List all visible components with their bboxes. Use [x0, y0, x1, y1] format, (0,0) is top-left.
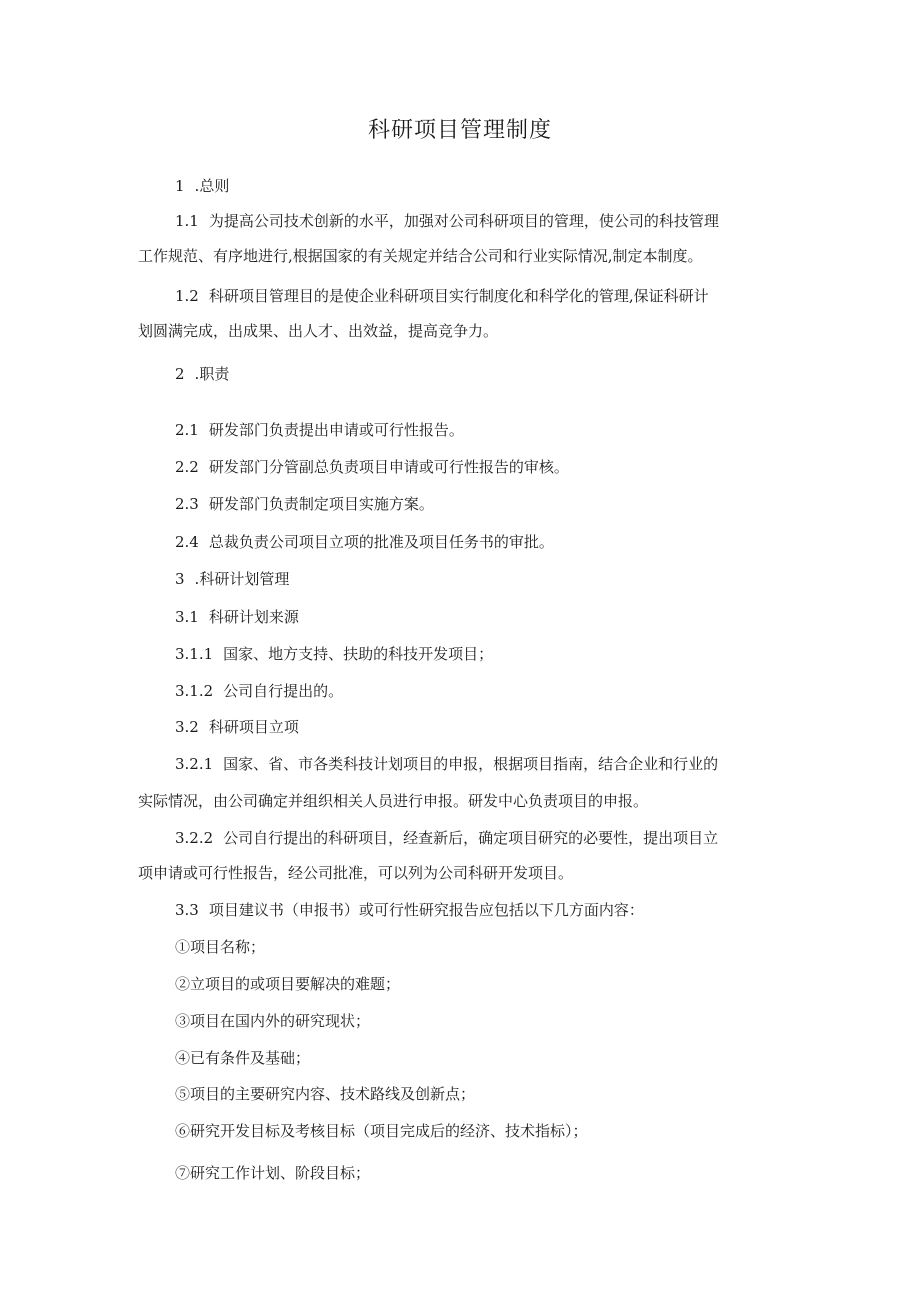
clause-2-2 [175, 457, 569, 477]
clause-text: 科研项目立项 [208, 718, 299, 736]
list-item: ④已有条件及基础； [175, 1049, 311, 1067]
clause-text: 项目建议书（申报书）或可行性研究报告应包括以下几方面内容： [208, 901, 644, 919]
section-number: 2 [175, 365, 185, 383]
section-title: .总则 [194, 177, 230, 195]
clause-text: 公司自行提出的。 [223, 682, 344, 700]
clause-3-2-2-line-2: 项申请或可行性报告，经公司批准，可以列为公司科研开发项目。 [138, 864, 574, 882]
clause-1-1-line-2: 工作规范、有序地进行,根据国家的有关规定并结合公司和行业实际情况,制定本制度。 [138, 247, 703, 265]
section-2-heading [175, 364, 229, 384]
section-1-heading [175, 176, 229, 196]
clause-3-1 [175, 607, 299, 627]
clause-1-2-line-1 [175, 286, 709, 306]
list-item: ⑥研究开发目标及考核目标（项目完成后的经济、技术指标）； [175, 1122, 588, 1140]
clause-number: 3.1.2 [175, 682, 214, 700]
clause-text: 国家、省、市各类科技计划项目的申报，根据项目指南，结合企业和行业的 [223, 755, 719, 773]
clause-3-2 [175, 717, 299, 737]
section-number: 3 [175, 570, 185, 588]
clause-text: 研发部门负责制定项目实施方案。 [208, 495, 434, 513]
list-item: ②立项目的或项目要解决的难题； [175, 975, 401, 993]
list-item: ⑦研究工作计划、阶段目标； [175, 1164, 371, 1182]
clause-3-3 [175, 900, 644, 920]
clause-2-1 [175, 420, 464, 440]
clause-number: 2.4 [175, 533, 199, 551]
section-title: .职责 [194, 365, 230, 383]
clause-text: 国家、地方支持、扶助的科技开发项目； [223, 645, 494, 663]
section-3-heading [175, 569, 289, 589]
clause-2-4 [175, 532, 554, 552]
clause-text: 为提高公司技术创新的水平，加强对公司科研项目的管理，使公司的科技管理 [208, 212, 719, 230]
clause-1-1-line-1 [175, 211, 719, 231]
clause-number: 3.1 [175, 608, 199, 626]
list-item: ①项目名称； [175, 938, 266, 956]
clause-3-2-2-line-1 [175, 828, 718, 848]
clause-text: 公司自行提出的科研项目，经查新后，确定项目研究的必要性，提出项目立 [223, 829, 719, 847]
clause-3-1-1 [175, 644, 493, 664]
clause-number: 3.2.1 [175, 755, 214, 773]
clause-number: 3.2 [175, 718, 199, 736]
clause-text: 研发部门负责提出申请或可行性报告。 [208, 421, 464, 439]
clause-text: 研发部门分管副总负责项目申请或可行性报告的审核。 [208, 458, 569, 476]
clause-3-1-2 [175, 681, 343, 701]
section-number: 1 [175, 177, 185, 195]
clause-number: 2.1 [175, 421, 199, 439]
list-item: ⑤项目的主要研究内容、技术路线及创新点； [175, 1085, 476, 1103]
clause-text: 科研项目管理目的是使企业科研项目实行制度化和科学化的管理,保证科研计 [208, 287, 709, 305]
clause-number: 1.1 [175, 212, 199, 230]
clause-3-2-1-line-1 [175, 754, 718, 774]
document-title: 科研项目管理制度 [367, 118, 552, 143]
clause-number: 3.3 [175, 901, 199, 919]
section-title: .科研计划管理 [194, 570, 290, 588]
clause-number: 2.2 [175, 458, 199, 476]
clause-number: 1.2 [175, 287, 199, 305]
list-item: ③项目在国内外的研究现状； [175, 1012, 371, 1030]
clause-number: 3.2.2 [175, 829, 214, 847]
clause-text: 总裁负责公司项目立项的批准及项目任务书的审批。 [208, 533, 554, 551]
clause-number: 2.3 [175, 495, 199, 513]
clause-text: 科研计划来源 [208, 608, 299, 626]
clause-1-2-line-2: 划圆满完成，出成果、出人才、出效益，提高竞争力。 [138, 322, 499, 340]
clause-3-2-1-line-2: 实际情况，由公司确定并组织相关人员进行申报。研发中心负责项目的申报。 [138, 792, 649, 810]
clause-2-3 [175, 494, 434, 514]
clause-number: 3.1.1 [175, 645, 214, 663]
